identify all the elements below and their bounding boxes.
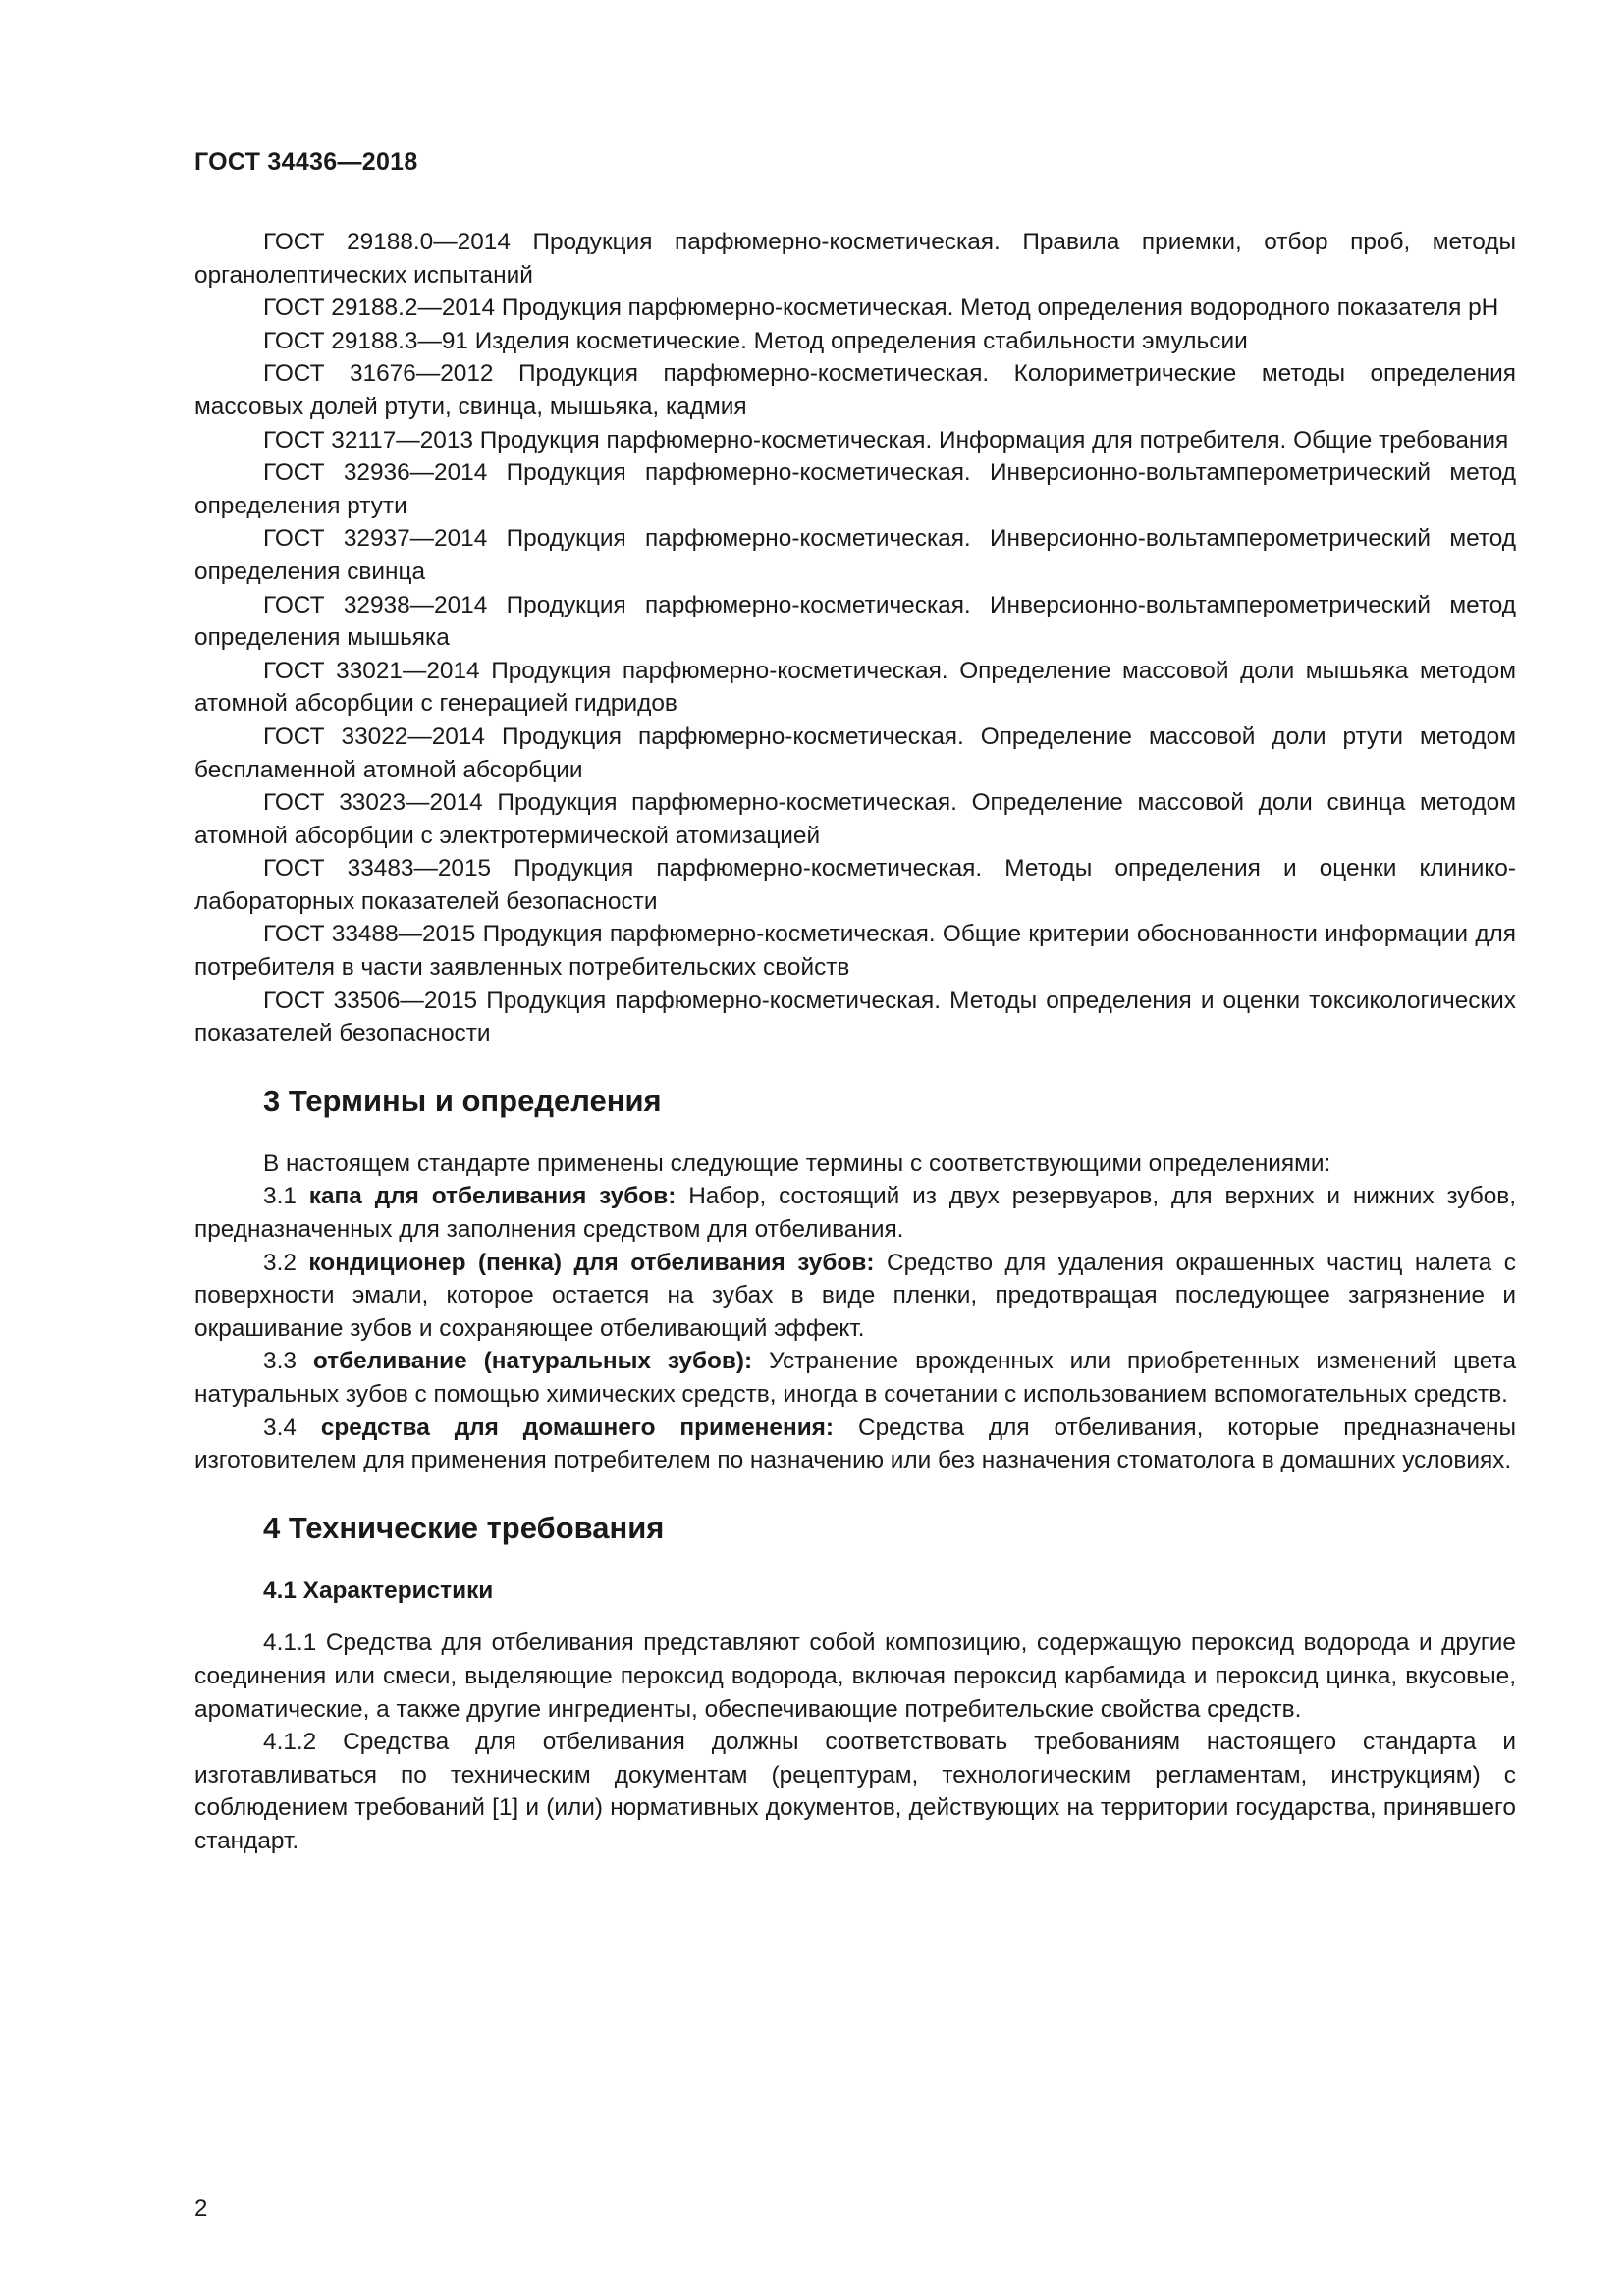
term-number: 3.3 xyxy=(263,1348,297,1375)
term-name: кондиционер (пенка) для отбеливания зубов: xyxy=(308,1249,875,1276)
reference-item: ГОСТ 33488—2015 Продукция парфюмерно-косметическая. Общие критерии обоснованности информации для потребителя в части заявленных потребительских свойств xyxy=(194,921,1516,982)
requirement-paragraph: 4.1.2 Средства для отбеливания должны соответствовать требованиям настоящего стандарта и изготавливаться по техническим документам (рецептурам, технологическим регламентам, инструкциям) с соблюдением требований [1] и (или) нормативных документов, действующих на территории государства, принявшего стандарт. xyxy=(194,1729,1516,1854)
reference-item: ГОСТ 33506—2015 Продукция парфюмерно-косметическая. Методы определения и оценки токсикологических показателей безопасности xyxy=(194,987,1516,1047)
reference-item: ГОСТ 29188.3—91 Изделия косметические. Метод определения стабильности эмульсии xyxy=(263,327,1248,354)
document-code-header: ГОСТ 34436—2018 xyxy=(194,148,418,176)
reference-item: ГОСТ 31676—2012 Продукция парфюмерно-косметическая. Колориметрические методы определения массовых долей ртути, свинца, мышьяка, кадмия xyxy=(194,360,1516,420)
reference-item: ГОСТ 32937—2014 Продукция парфюмерно-косметическая. Инверсионно-вольтамперометрический метод определения свинца xyxy=(194,525,1516,585)
section-4-heading: 4 Технические требования xyxy=(263,1510,665,1545)
requirement-paragraph: 4.1.1 Средства для отбеливания представляют собой композицию, содержащую пероксид водорода и другие соединения или смеси, выделяющие пероксид водорода, включая пероксид карбамида и пероксид цинка, вкусовые, ароматические, а также другие ингредиенты, обеспечивающие потребительские свойства средств. xyxy=(194,1629,1516,1723)
term-name: капа для отбеливания зубов: xyxy=(308,1183,677,1210)
normative-references-list xyxy=(194,226,1516,1050)
reference-item: ГОСТ 29188.0—2014 Продукция парфюмерно-косметическая. Правила приемки, отбор проб, методы органолептических испытаний xyxy=(194,229,1516,289)
term-definition xyxy=(194,1345,1516,1411)
page-number: 2 xyxy=(194,2195,208,2221)
reference-item: ГОСТ 29188.2—2014 Продукция парфюмерно-косметическая. Метод определения водородного показателя pH xyxy=(263,294,1499,322)
term-number: 3.2 xyxy=(263,1249,297,1276)
reference-item: ГОСТ 32117—2013 Продукция парфюмерно-косметическая. Информация для потребителя. Общие требования xyxy=(263,426,1509,454)
reference-item: ГОСТ 33483—2015 Продукция парфюмерно-косметическая. Методы определения и оценки клинико-лабораторных показателей безопасности xyxy=(194,855,1516,915)
term-text: Средство для удаления окрашенных частиц налета с поверхности эмали, которое остается на зубах в виде пленки, предотвращая последующее загрязнение и окрашивание зубов и сохраняющее отбеливающий эффект. xyxy=(194,1249,1516,1342)
term-definition xyxy=(194,1180,1516,1246)
terms-intro: В настоящем стандарте применены следующие термины с соответствующими определениями: xyxy=(263,1149,1331,1177)
reference-item: ГОСТ 33021—2014 Продукция парфюмерно-косметическая. Определение массовой доли мышьяка методом атомной абсорбции с генерацией гидридов xyxy=(194,657,1516,718)
term-name: средства для домашнего применения: xyxy=(320,1414,835,1441)
term-definition xyxy=(194,1247,1516,1346)
term-text: Устранение врожденных или приобретенных изменений цвета натуральных зубов с помощью химических средств, иногда в сочетании с использованием вспомогательных средств. xyxy=(194,1348,1517,1408)
term-number: 3.1 xyxy=(263,1183,297,1210)
term-text: Набор, состоящий из двух резервуаров, для верхних и нижних зубов, предназначенных для заполнения средством для отбеливания. xyxy=(194,1183,1517,1244)
term-definition xyxy=(194,1412,1516,1477)
term-number: 3.4 xyxy=(263,1414,297,1441)
term-name: отбеливание (натуральных зубов): xyxy=(312,1348,753,1375)
terms-section xyxy=(194,1148,1516,1477)
reference-item: ГОСТ 32938—2014 Продукция парфюмерно-косметическая. Инверсионно-вольтамперометрический метод определения мышьяка xyxy=(194,591,1516,652)
document-body xyxy=(194,226,1516,1858)
reference-item: ГОСТ 33023—2014 Продукция парфюмерно-косметическая. Определение массовой доли свинца методом атомной абсорбции с электротермической атомизацией xyxy=(194,789,1516,849)
reference-item: ГОСТ 33022—2014 Продукция парфюмерно-косметическая. Определение массовой доли ртути методом беспламенной атомной абсорбции xyxy=(194,722,1516,783)
requirements-section xyxy=(194,1627,1516,1857)
subsection-4-1-heading: 4.1 Характеристики xyxy=(263,1576,494,1604)
reference-item: ГОСТ 32936—2014 Продукция парфюмерно-косметическая. Инверсионно-вольтамперометрический метод определения ртути xyxy=(194,459,1516,519)
term-text: Средства для отбеливания, которые предназначены изготовителем для применения потребителем по назначению или без назначения стоматолога в домашних условиях. xyxy=(194,1414,1517,1474)
section-3-heading: 3 Термины и определения xyxy=(263,1083,662,1118)
